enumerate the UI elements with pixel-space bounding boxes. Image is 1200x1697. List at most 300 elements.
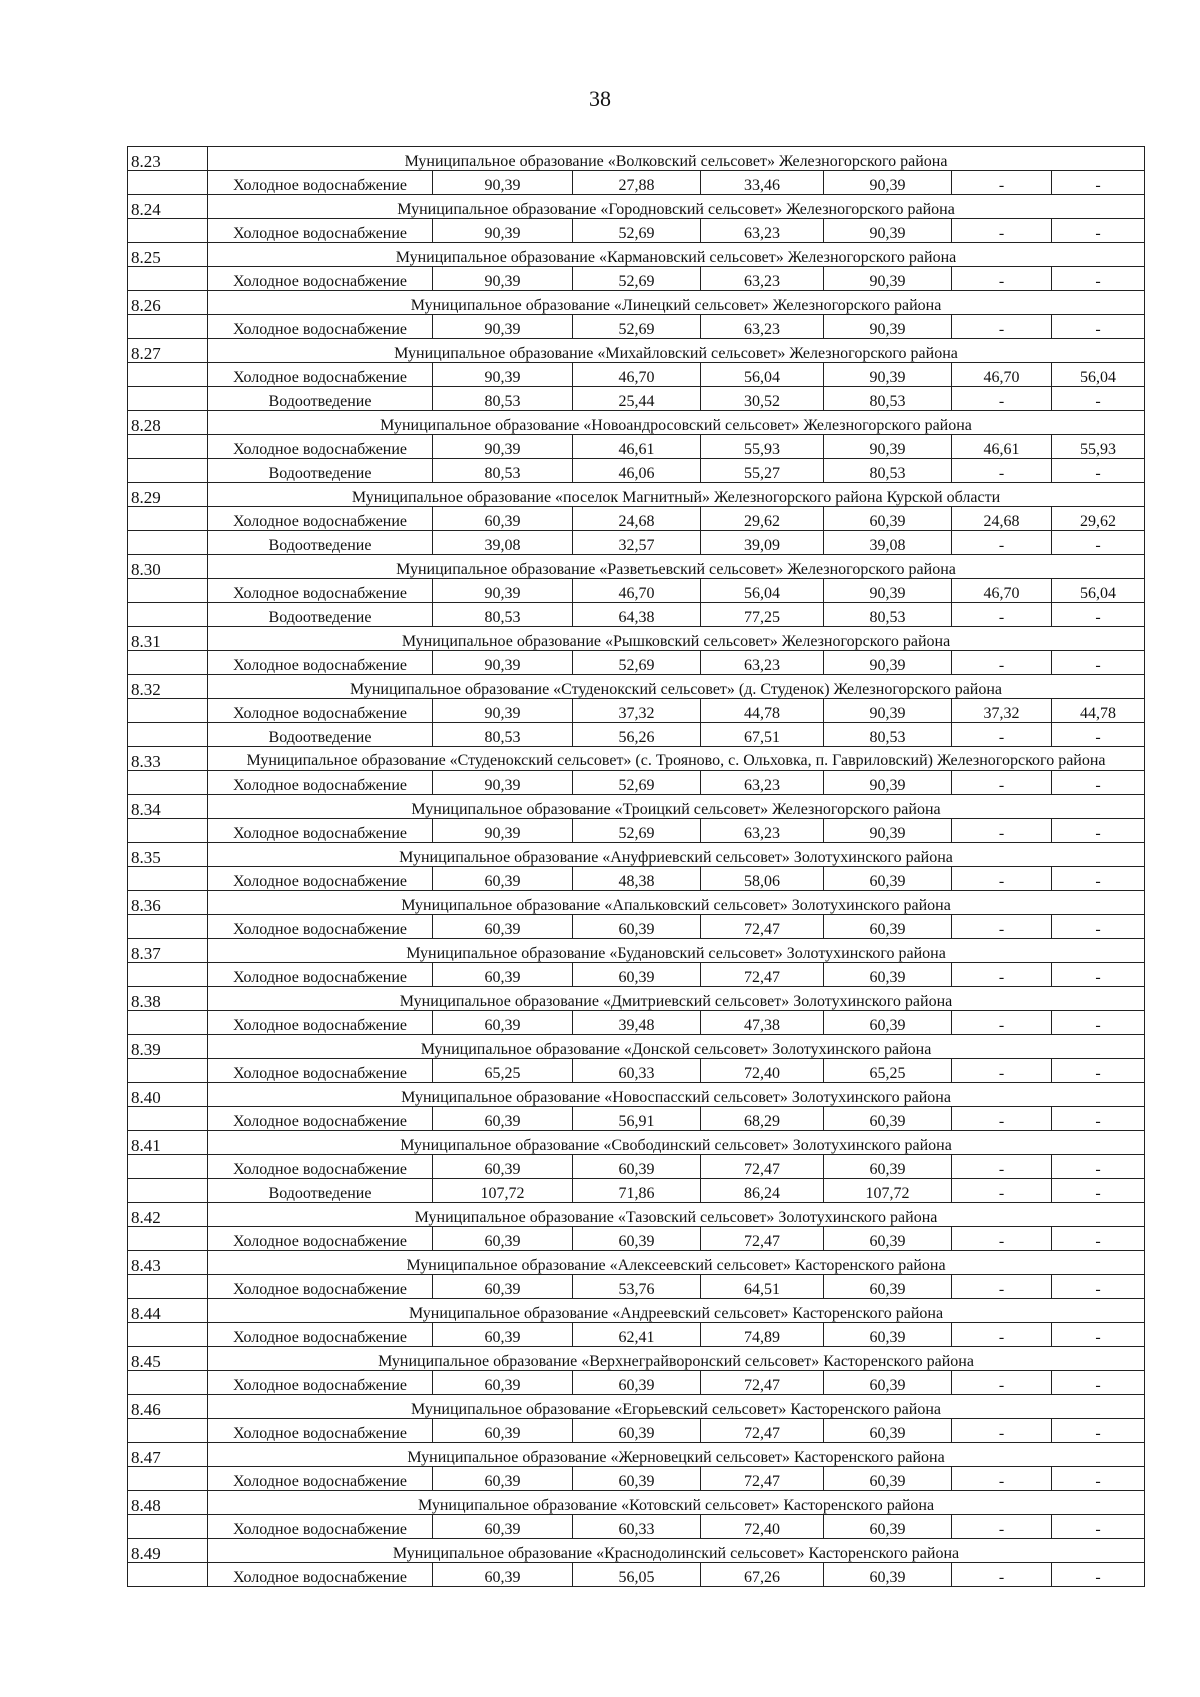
empty-number-cell [128,1467,208,1491]
tariff-value: 60,39 [824,1227,952,1251]
section-number: 8.40 [128,1083,208,1107]
service-name: Холодное водоснабжение [208,771,433,795]
tariff-value: - [1052,1515,1145,1539]
tariff-value: 60,39 [824,1011,952,1035]
tariff-value: 37,32 [952,699,1052,723]
table-row [128,267,1145,291]
tariff-value: 107,72 [824,1179,952,1203]
service-name: Холодное водоснабжение [208,819,433,843]
section-number: 8.46 [128,1395,208,1419]
tariff-value: 53,76 [573,1275,701,1299]
section-number: 8.47 [128,1443,208,1467]
tariff-value: 60,39 [433,1467,573,1491]
section-number: 8.23 [128,147,208,171]
tariff-value: 63,23 [701,651,824,675]
tariff-value: - [952,963,1052,987]
tariff-value: 60,39 [824,1419,952,1443]
tariff-value: 56,04 [1052,363,1145,387]
table-row [128,579,1145,603]
tariff-value: 58,06 [701,867,824,891]
tariff-value: 60,39 [573,1467,701,1491]
section-number: 8.33 [128,747,208,771]
tariff-value: - [952,387,1052,411]
tariff-value: 60,33 [573,1059,701,1083]
tariff-value: 60,39 [573,1419,701,1443]
tariff-value: - [1052,267,1145,291]
section-title: Муниципальное образование «Волковский сельсовет» Железногорского района [208,147,1145,171]
section-title: Муниципальное образование «Кармановский сельсовет» Железногорского района [208,243,1145,267]
tariff-value: - [1052,1371,1145,1395]
tariff-value: 39,09 [701,531,824,555]
tariff-value: 60,39 [824,963,952,987]
tariff-value: 60,39 [824,1371,952,1395]
tariff-value: 77,25 [701,603,824,627]
service-name: Водоотведение [208,459,433,483]
service-name: Холодное водоснабжение [208,963,433,987]
tariff-value: 52,69 [573,219,701,243]
section-number: 8.26 [128,291,208,315]
tariff-value: 46,70 [952,363,1052,387]
table-row [128,507,1145,531]
table-row [128,699,1145,723]
section-number: 8.49 [128,1539,208,1563]
tariff-value: - [1052,1419,1145,1443]
tariff-value: - [952,1107,1052,1131]
empty-number-cell [128,579,208,603]
tariff-value: 56,05 [573,1563,701,1587]
tariff-value: - [952,219,1052,243]
section-header-row [128,675,1145,699]
tariff-value: 72,47 [701,1419,824,1443]
tariff-value: 60,39 [433,1323,573,1347]
tariff-value: 90,39 [433,363,573,387]
section-header-row [128,1131,1145,1155]
table-row [128,531,1145,555]
tariff-value: 72,47 [701,915,824,939]
tariff-value: 60,39 [573,963,701,987]
tariff-value: 56,04 [701,363,824,387]
tariff-value: 71,86 [573,1179,701,1203]
section-number: 8.37 [128,939,208,963]
tariff-value: - [952,1275,1052,1299]
section-header-row [128,483,1145,507]
tariff-value: - [952,267,1052,291]
tariff-value: 24,68 [952,507,1052,531]
empty-number-cell [128,603,208,627]
empty-number-cell [128,771,208,795]
tariff-value: 44,78 [1052,699,1145,723]
tariff-value: 60,39 [433,1371,573,1395]
service-name: Холодное водоснабжение [208,1107,433,1131]
tariff-value: 72,47 [701,963,824,987]
tariff-value: - [1052,1107,1145,1131]
section-title: Муниципальное образование «Линецкий сельсовет» Железногорского района [208,291,1145,315]
section-number: 8.31 [128,627,208,651]
tariff-value: - [952,459,1052,483]
tariff-value: 90,39 [824,267,952,291]
tariff-value: 60,39 [433,507,573,531]
tariff-value: 80,53 [433,459,573,483]
tariff-value: 90,39 [824,819,952,843]
empty-number-cell [128,723,208,747]
empty-number-cell [128,267,208,291]
tariff-value: - [1052,1323,1145,1347]
section-title: Муниципальное образование «Котовский сельсовет» Касторенского района [208,1491,1145,1515]
tariff-value: - [952,603,1052,627]
section-number: 8.44 [128,1299,208,1323]
tariff-value: 60,39 [824,1323,952,1347]
section-header-row [128,747,1145,771]
section-title: Муниципальное образование «Апальковский сельсовет» Золотухинского района [208,891,1145,915]
tariff-value: 55,93 [701,435,824,459]
tariff-value: 90,39 [433,171,573,195]
service-name: Холодное водоснабжение [208,363,433,387]
tariff-value: 60,39 [433,1011,573,1035]
tariff-value: 90,39 [824,651,952,675]
section-title: Муниципальное образование «Жерновецкий сельсовет» Касторенского района [208,1443,1145,1467]
tariff-value: - [952,1179,1052,1203]
table-row [128,1011,1145,1035]
tariff-value: - [1052,219,1145,243]
tariff-value: - [1052,1467,1145,1491]
tariff-value: 68,29 [701,1107,824,1131]
table-row [128,387,1145,411]
table-row [128,459,1145,483]
table-row [128,363,1145,387]
empty-number-cell [128,651,208,675]
table-row [128,315,1145,339]
section-title: Муниципальное образование «Алексеевский сельсовет» Касторенского района [208,1251,1145,1275]
tariff-value: - [952,723,1052,747]
empty-number-cell [128,1227,208,1251]
table-row [128,1155,1145,1179]
tariff-value: 39,08 [824,531,952,555]
tariff-value: 60,39 [824,915,952,939]
service-name: Холодное водоснабжение [208,171,433,195]
tariff-value: 48,38 [573,867,701,891]
tariff-value: - [952,1563,1052,1587]
tariff-value: 65,25 [824,1059,952,1083]
tariff-value: 60,39 [824,1155,952,1179]
tariff-value: 60,39 [433,867,573,891]
tariff-value: 55,27 [701,459,824,483]
section-number: 8.43 [128,1251,208,1275]
section-number: 8.39 [128,1035,208,1059]
tariff-value: - [952,531,1052,555]
tariff-value: 60,39 [824,507,952,531]
tariff-value: - [1052,603,1145,627]
table-row [128,171,1145,195]
empty-number-cell [128,699,208,723]
tariff-value: 30,52 [701,387,824,411]
tariff-value: 90,39 [824,363,952,387]
tariff-value: 80,53 [824,387,952,411]
service-name: Холодное водоснабжение [208,219,433,243]
tariff-value: 24,68 [573,507,701,531]
table-row [128,1323,1145,1347]
tariff-value: 60,39 [433,1515,573,1539]
tariff-value: 60,39 [573,1371,701,1395]
service-name: Холодное водоснабжение [208,1059,433,1083]
tariff-value: 90,39 [824,699,952,723]
tariff-value: 52,69 [573,267,701,291]
tariff-value: - [952,651,1052,675]
tariff-value: 80,53 [824,459,952,483]
section-number: 8.42 [128,1203,208,1227]
table-row [128,651,1145,675]
section-header-row [128,1251,1145,1275]
tariff-value: 56,04 [701,579,824,603]
service-name: Холодное водоснабжение [208,651,433,675]
tariff-value: - [1052,1179,1145,1203]
tariff-value: 72,40 [701,1059,824,1083]
section-header-row [128,939,1145,963]
section-header-row [128,627,1145,651]
tariff-value: 60,39 [433,1275,573,1299]
tariff-value: - [952,1059,1052,1083]
tariff-value: 63,23 [701,315,824,339]
tariff-value: 90,39 [433,267,573,291]
tariff-value: - [1052,1011,1145,1035]
table-row [128,1371,1145,1395]
service-name: Холодное водоснабжение [208,1275,433,1299]
tariff-value: 72,47 [701,1467,824,1491]
tariff-value: 46,70 [573,363,701,387]
tariff-value: 90,39 [433,771,573,795]
section-number: 8.41 [128,1131,208,1155]
service-name: Холодное водоснабжение [208,267,433,291]
tariff-value: 52,69 [573,315,701,339]
section-title: Муниципальное образование «Ануфриевский сельсовет» Золотухинского района [208,843,1145,867]
tariff-value: 46,61 [952,435,1052,459]
section-title: Муниципальное образование «Будановский сельсовет» Золотухинского района [208,939,1145,963]
tariff-value: 63,23 [701,219,824,243]
tariff-value: 60,39 [824,1275,952,1299]
tariff-value: 52,69 [573,819,701,843]
tariff-value: 90,39 [433,579,573,603]
tariff-value: - [952,1515,1052,1539]
tariff-value: 90,39 [433,651,573,675]
tariff-value: 64,51 [701,1275,824,1299]
tariff-value: 60,39 [824,1107,952,1131]
section-title: Муниципальное образование «Дмитриевский сельсовет» Золотухинского района [208,987,1145,1011]
tariff-value: 46,70 [573,579,701,603]
tariff-value: 60,39 [433,1107,573,1131]
tariff-value: 90,39 [824,435,952,459]
section-title: Муниципальное образование «Краснодолинский сельсовет» Касторенского района [208,1539,1145,1563]
tariff-value: - [952,771,1052,795]
table-row [128,1179,1145,1203]
table-row [128,1107,1145,1131]
section-title: Муниципальное образование «Новоспасский сельсовет» Золотухинского района [208,1083,1145,1107]
section-header-row [128,1491,1145,1515]
section-number: 8.45 [128,1347,208,1371]
tariff-value: - [1052,531,1145,555]
section-title: Муниципальное образование «Городновский сельсовет» Железногорского района [208,195,1145,219]
section-number: 8.35 [128,843,208,867]
table-row [128,1059,1145,1083]
section-header-row [128,1299,1145,1323]
empty-number-cell [128,435,208,459]
service-name: Водоотведение [208,723,433,747]
tariff-value: 62,41 [573,1323,701,1347]
section-title: Муниципальное образование «Разветьевский сельсовет» Железногорского района [208,555,1145,579]
tariff-value: 60,39 [433,1563,573,1587]
tariff-value: 64,38 [573,603,701,627]
service-name: Водоотведение [208,1179,433,1203]
tariff-value: 60,39 [433,963,573,987]
tariff-value: 27,88 [573,171,701,195]
service-name: Водоотведение [208,531,433,555]
empty-number-cell [128,507,208,531]
service-name: Холодное водоснабжение [208,1467,433,1491]
tariff-value: 74,89 [701,1323,824,1347]
empty-number-cell [128,867,208,891]
section-title: Муниципальное образование «Студенокский сельсовет» (с. Трояново, с. Ольховка, п. Гавриловский) Железногорского района [208,747,1145,771]
service-name: Холодное водоснабжение [208,1155,433,1179]
service-name: Холодное водоснабжение [208,1227,433,1251]
tariff-value: 80,53 [824,723,952,747]
tariff-value: - [1052,771,1145,795]
empty-number-cell [128,531,208,555]
tariff-value: - [1052,1059,1145,1083]
section-number: 8.34 [128,795,208,819]
empty-number-cell [128,1419,208,1443]
table-row [128,603,1145,627]
tariff-value: 86,24 [701,1179,824,1203]
page-number: 38 [589,86,611,111]
tariff-value: 90,39 [433,219,573,243]
section-header-row [128,339,1145,363]
tariff-value: - [952,1323,1052,1347]
tariff-value: - [952,819,1052,843]
service-name: Холодное водоснабжение [208,507,433,531]
service-name: Холодное водоснабжение [208,915,433,939]
section-header-row [128,195,1145,219]
tariff-value: 52,69 [573,771,701,795]
tariff-value: - [952,1227,1052,1251]
tariff-value: 25,44 [573,387,701,411]
tariff-value: 63,23 [701,819,824,843]
table-row [128,915,1145,939]
tariff-value: - [1052,459,1145,483]
section-title: Муниципальное образование «Свободинский сельсовет» Золотухинского района [208,1131,1145,1155]
section-header-row [128,1083,1145,1107]
service-name: Холодное водоснабжение [208,1011,433,1035]
tariff-value: 63,23 [701,267,824,291]
table-row [128,771,1145,795]
tariff-table [127,146,1145,1587]
service-name: Холодное водоснабжение [208,867,433,891]
tariff-value: - [1052,387,1145,411]
section-title: Муниципальное образование «поселок Магнитный» Железногорского района Курской области [208,483,1145,507]
service-name: Холодное водоснабжение [208,1419,433,1443]
tariff-value: 32,57 [573,531,701,555]
table-row [128,867,1145,891]
tariff-value: 72,47 [701,1371,824,1395]
tariff-value: - [952,1467,1052,1491]
service-name: Холодное водоснабжение [208,1371,433,1395]
empty-number-cell [128,1275,208,1299]
section-header-row [128,891,1145,915]
tariff-value: - [952,171,1052,195]
service-name: Холодное водоснабжение [208,315,433,339]
section-header-row [128,1203,1145,1227]
tariff-value: - [1052,1563,1145,1587]
empty-number-cell [128,915,208,939]
tariff-value: 60,39 [433,1419,573,1443]
section-title: Муниципальное образование «Егорьевский сельсовет» Касторенского района [208,1395,1145,1419]
section-header-row [128,1443,1145,1467]
tariff-value: 60,39 [433,915,573,939]
service-name: Холодное водоснабжение [208,1563,433,1587]
section-title: Муниципальное образование «Новоандросовский сельсовет» Железногорского района [208,411,1145,435]
tariff-value: 56,04 [1052,579,1145,603]
tariff-value: 67,51 [701,723,824,747]
tariff-value: 63,23 [701,771,824,795]
tariff-value: 90,39 [824,171,952,195]
empty-number-cell [128,963,208,987]
tariff-value: 90,39 [824,579,952,603]
section-header-row [128,1035,1145,1059]
section-header-row [128,795,1145,819]
tariff-value: 80,53 [433,387,573,411]
tariff-value: 60,39 [433,1227,573,1251]
service-name: Водоотведение [208,387,433,411]
tariff-value: - [952,315,1052,339]
service-name: Холодное водоснабжение [208,579,433,603]
tariff-value: 72,47 [701,1227,824,1251]
tariff-value: 80,53 [433,603,573,627]
tariff-value: - [1052,1155,1145,1179]
section-number: 8.29 [128,483,208,507]
tariff-value: 60,39 [433,1155,573,1179]
empty-number-cell [128,1515,208,1539]
tariff-value: - [1052,963,1145,987]
tariff-value: 107,72 [433,1179,573,1203]
table-row [128,1275,1145,1299]
section-header-row [128,291,1145,315]
tariff-value: 46,06 [573,459,701,483]
section-number: 8.48 [128,1491,208,1515]
tariff-value: 39,48 [573,1011,701,1035]
table-row [128,1467,1145,1491]
tariff-value: 80,53 [433,723,573,747]
tariff-value: 72,40 [701,1515,824,1539]
tariff-value: - [1052,867,1145,891]
table-row [128,1515,1145,1539]
tariff-value: 56,26 [573,723,701,747]
section-number: 8.27 [128,339,208,363]
service-name: Холодное водоснабжение [208,435,433,459]
section-title: Муниципальное образование «Рышковский сельсовет» Железногорского района [208,627,1145,651]
tariff-value: - [1052,819,1145,843]
empty-number-cell [128,1563,208,1587]
tariff-value: - [1052,915,1145,939]
tariff-value: - [1052,1227,1145,1251]
tariff-value: 90,39 [824,771,952,795]
tariff-value: 60,39 [573,1227,701,1251]
section-title: Муниципальное образование «Верхнеграйворонский сельсовет» Касторенского района [208,1347,1145,1371]
tariff-value: - [1052,723,1145,747]
tariff-value: 67,26 [701,1563,824,1587]
tariff-value: 37,32 [573,699,701,723]
tariff-value: 55,93 [1052,435,1145,459]
table-row [128,723,1145,747]
empty-number-cell [128,1155,208,1179]
section-header-row [128,1395,1145,1419]
tariff-value: - [952,1419,1052,1443]
